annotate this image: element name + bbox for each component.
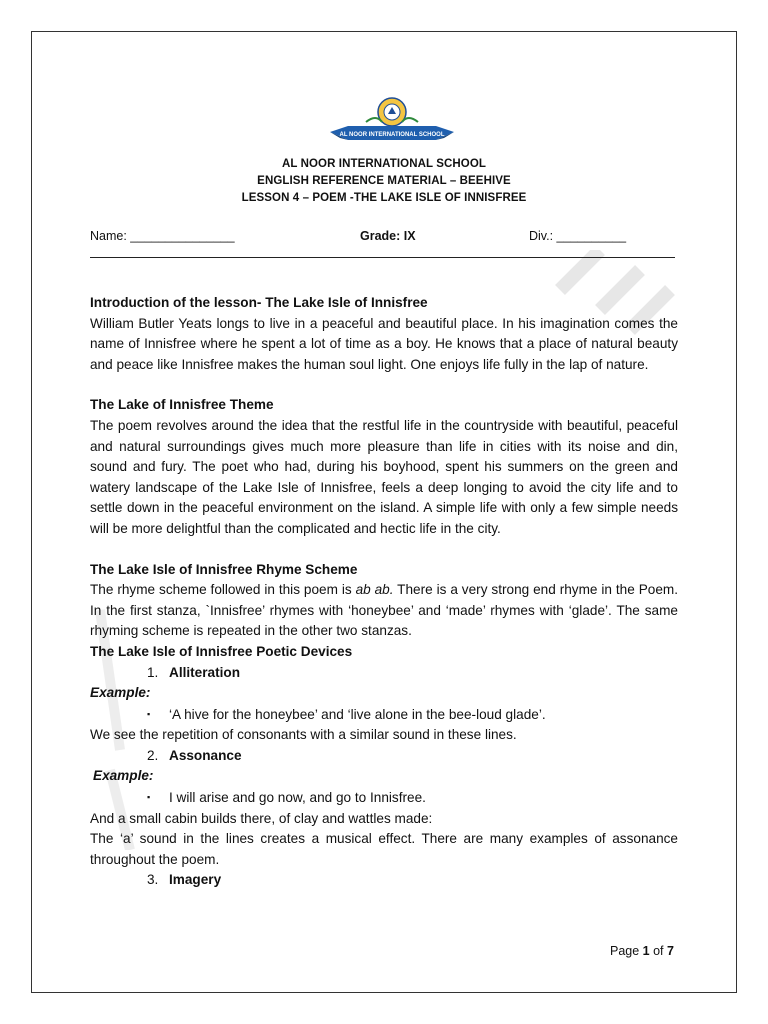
- devices-heading: The Lake Isle of Innisfree Poetic Devices: [90, 643, 353, 659]
- div-field: Div.: __________: [529, 229, 627, 243]
- device-item-assonance: 2. Assonance: [147, 747, 242, 763]
- bullet-icon: ▪: [147, 792, 151, 803]
- page-number: Page 1 of 7: [610, 944, 674, 958]
- device-item-imagery: 3. Imagery: [147, 872, 222, 888]
- intro-paragraph: William Butler Yeats longs to live in a peaceful and beautiful place. In his imagination comes the name of Innisfree where he spent a lot of time as a boy. He knows that a place of natural beauty and peace like Innisfree makes the human soul light. One enjoys life fully in the lap of nature.: [90, 315, 678, 372]
- rhyme-paragraph: The rhyme scheme followed in this poem is ab ab. There is a very strong end rhyme in the Poem. In the first stanza, `Innisfree’ rhymes with ‘honeybee’ and ‘made’ rhymes with ‘glade’. The same rhyming scheme is repeated in the other two stanzas.: [90, 582, 678, 639]
- lesson-title: LESSON 4 – POEM -THE LAKE ISLE OF INNISFREE: [241, 192, 527, 204]
- rhyme-heading: The Lake Isle of Innisfree Rhyme Scheme: [90, 561, 358, 577]
- example-label: Example:: [90, 685, 151, 701]
- theme-paragraph: The poem revolves around the idea that the restful life in the countryside with beautiful, peaceful and natural surroundings gives much more pleasure than life in cities with its noise and din, sound and fury. The poet who had, during his boyhood, spent his summers on the green and watery landscape of the Lake Isle of Innisfree, feels a deep longing to avoid the city life and to settle down in the peaceful environment on the island. A simple life with only a few simple needs will be more delightful than the complicated and hectic life in the city.: [90, 417, 678, 536]
- bullet-icon: ▪: [147, 708, 151, 719]
- assonance-note: The ‘a’ sound in the lines creates a musical effect. There are many examples of assonance throughout the poem.: [90, 831, 678, 867]
- main-content: [90, 293, 678, 891]
- example-bullet: ▪ I will arise and go now, and go to Innisfree.: [90, 787, 678, 809]
- alliteration-note: We see the repetition of consonants with a similar sound in these lines.: [90, 727, 517, 743]
- school-logo: [326, 92, 458, 148]
- material-title: ENGLISH REFERENCE MATERIAL – BEEHIVE: [257, 175, 511, 187]
- divider-line: [90, 257, 675, 258]
- example-line: And a small cabin builds there, of clay and wattles made:: [90, 810, 433, 826]
- device-item-alliteration: 1. Alliteration: [147, 664, 240, 680]
- rhyme-scheme-italic: ab ab.: [355, 582, 394, 598]
- grade-field: Grade: IX: [360, 229, 416, 243]
- svg-text:AL NOOR INTERNATIONAL SCHOOL: AL NOOR INTERNATIONAL SCHOOL: [339, 132, 445, 138]
- school-name: AL NOOR INTERNATIONAL SCHOOL: [281, 158, 487, 170]
- name-field: Name: _______________: [90, 229, 235, 243]
- theme-heading: The Lake of Innisfree Theme: [90, 397, 274, 413]
- example-label: Example:: [93, 768, 154, 784]
- intro-heading: Introduction of the lesson- The Lake Isle of Innisfree: [90, 295, 428, 310]
- example-bullet: ▪ ‘A hive for the honeybee’ and ‘live alone in the bee-loud glade’.: [90, 704, 678, 726]
